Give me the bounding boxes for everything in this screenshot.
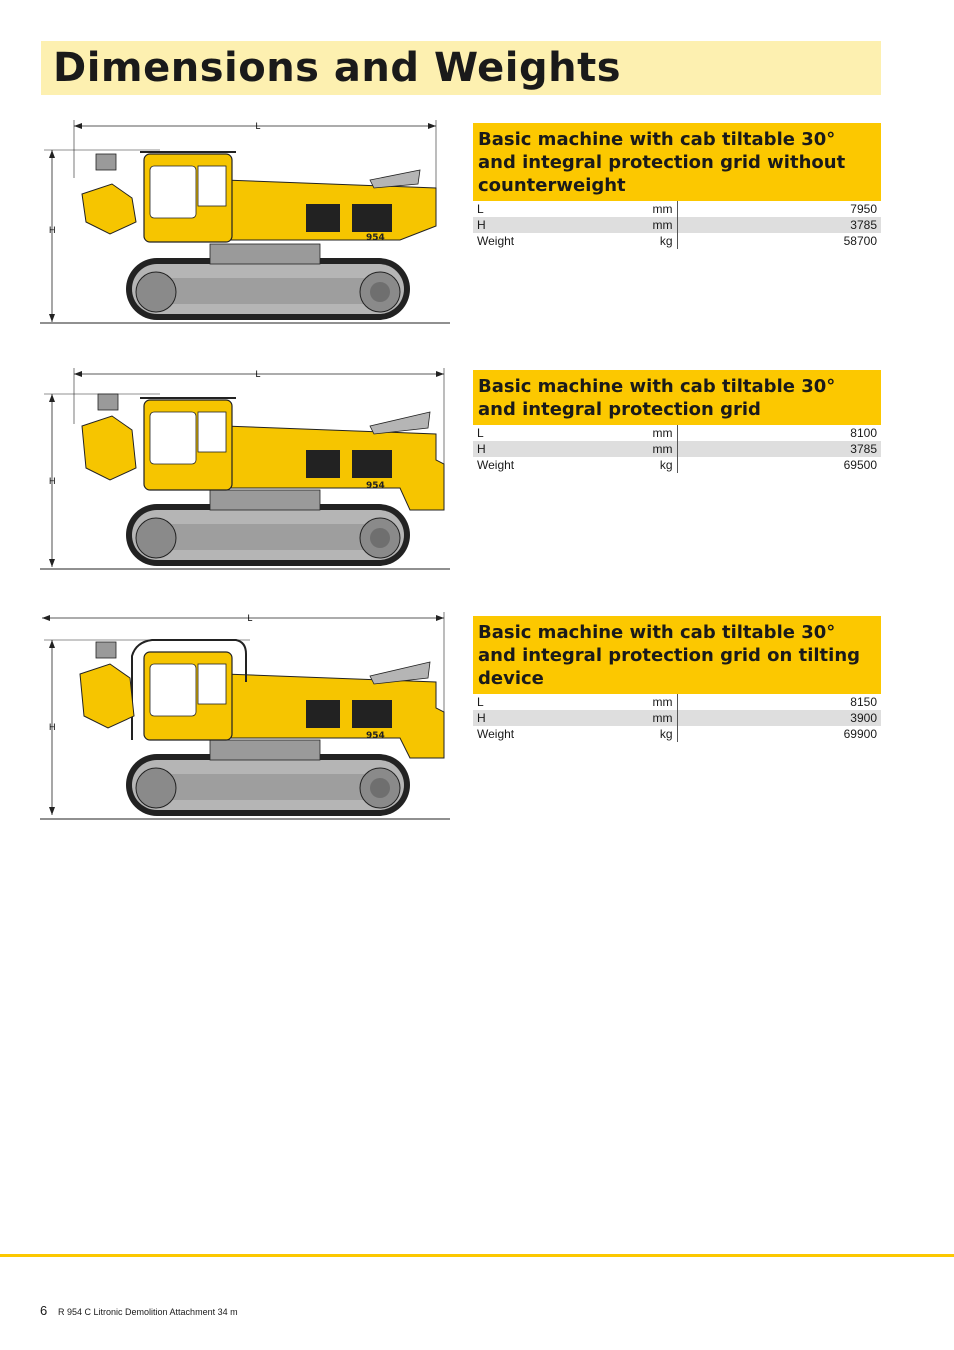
table-row — [473, 233, 881, 249]
row-name: H — [473, 710, 593, 726]
row-name: L — [473, 201, 593, 217]
row-unit: mm — [593, 425, 677, 441]
row-unit: kg — [593, 457, 677, 473]
dim-label-l: L — [255, 369, 261, 379]
row-name: H — [473, 217, 593, 233]
row-name: L — [473, 694, 593, 710]
spec-block-1 — [473, 123, 881, 249]
dim-label-l: L — [255, 121, 261, 131]
dim-label-h: H — [49, 225, 56, 235]
document-name: R 954 C Litronic Demolition Attachment 34 m — [58, 1307, 238, 1317]
table-row — [473, 710, 881, 726]
row-unit: mm — [593, 694, 677, 710]
spec-block-2 — [473, 370, 881, 473]
spec-title: Basic machine with cab tiltable 30° and integral protection grid without counterweight — [478, 129, 846, 196]
footer-rule — [0, 1254, 954, 1257]
row-value: 8150 — [677, 694, 881, 710]
row-unit: mm — [593, 710, 677, 726]
spec-table — [473, 425, 881, 473]
table-row — [473, 441, 881, 457]
model-label: 954 — [366, 481, 385, 491]
dim-label-h: H — [49, 476, 56, 486]
row-value: 3900 — [677, 710, 881, 726]
title-bar — [41, 41, 881, 95]
dim-label-h: H — [49, 722, 56, 732]
row-value: 69900 — [677, 726, 881, 742]
row-value: 58700 — [677, 233, 881, 249]
machine-drawing-2 — [40, 364, 452, 574]
row-value: 8100 — [677, 425, 881, 441]
table-row — [473, 201, 881, 217]
table-row — [473, 694, 881, 710]
row-name: Weight — [473, 726, 593, 742]
spec-block-3 — [473, 616, 881, 742]
spec-title: Basic machine with cab tiltable 30° and integral protection grid on tilting device — [478, 622, 861, 689]
row-value: 3785 — [677, 441, 881, 457]
row-name: Weight — [473, 233, 593, 249]
row-unit: kg — [593, 233, 677, 249]
machine-drawing-3 — [40, 612, 452, 822]
spec-title-bar — [473, 123, 881, 201]
spec-title-bar — [473, 370, 881, 425]
model-label: 954 — [366, 731, 385, 741]
table-row — [473, 457, 881, 473]
spec-table — [473, 694, 881, 742]
spec-table — [473, 201, 881, 249]
row-name: H — [473, 441, 593, 457]
table-row — [473, 726, 881, 742]
row-value: 3785 — [677, 217, 881, 233]
row-unit: mm — [593, 441, 677, 457]
row-name: Weight — [473, 457, 593, 473]
row-value: 7950 — [677, 201, 881, 217]
table-row — [473, 425, 881, 441]
row-name: L — [473, 425, 593, 441]
row-unit: kg — [593, 726, 677, 742]
row-value: 69500 — [677, 457, 881, 473]
page-title: Dimensions and Weights — [53, 45, 622, 91]
machine-drawing-1 — [40, 118, 452, 328]
spec-title-bar — [473, 616, 881, 694]
table-row — [473, 217, 881, 233]
model-label: 954 — [366, 233, 385, 243]
dim-label-l: L — [247, 613, 253, 623]
page-number: 6 — [40, 1303, 48, 1318]
row-unit: mm — [593, 217, 677, 233]
row-unit: mm — [593, 201, 677, 217]
spec-title: Basic machine with cab tiltable 30° and integral protection grid — [478, 376, 836, 420]
